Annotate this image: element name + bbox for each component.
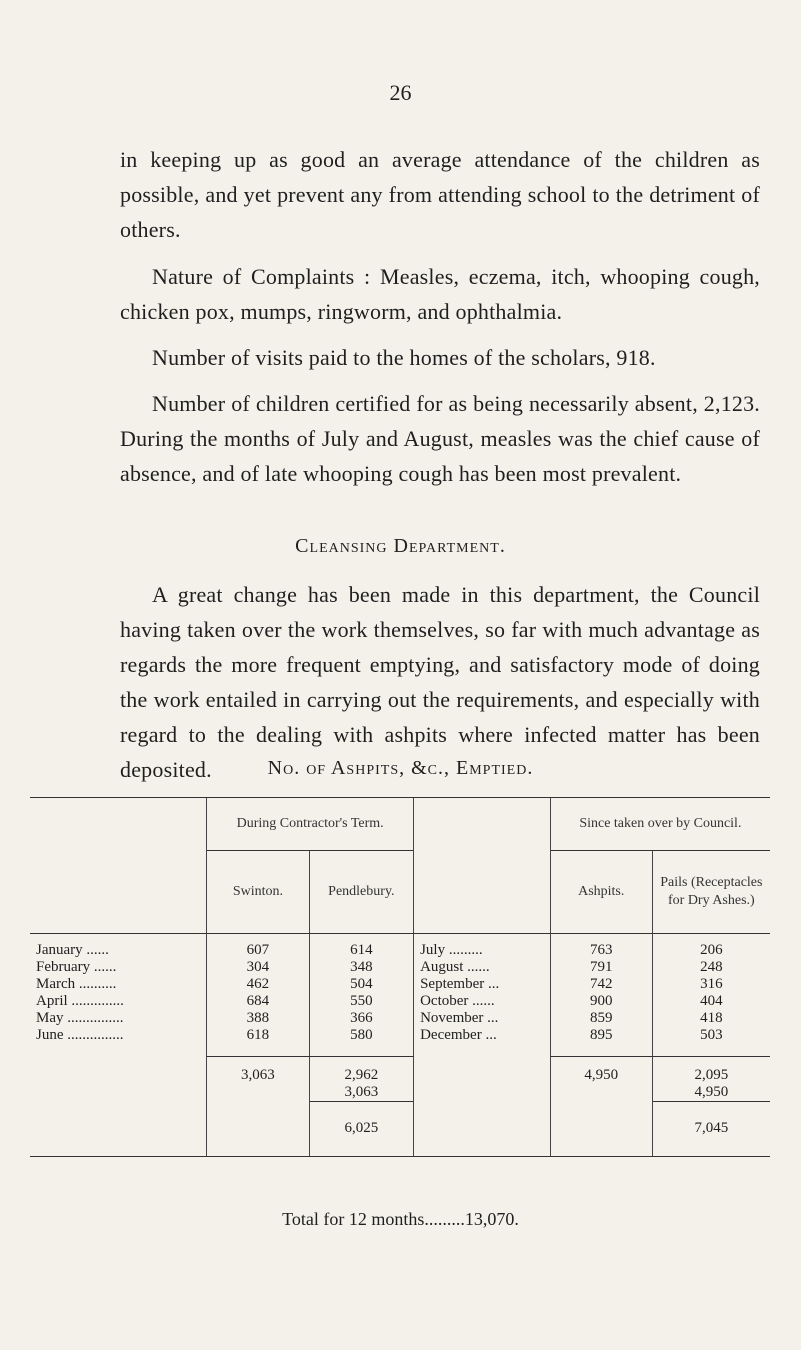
paragraph-certified: Number of children certified for as being necessarily absent, 2,123. During the months of July and August, measles was the chief cause of absence, and of late whooping cough has been most prevalent. bbox=[120, 391, 760, 486]
cell-ashpits: 859 bbox=[550, 1010, 652, 1027]
paragraph-cleansing: A great change has been made in this department, the Council having taken over the work themselves, so far with much advantage as regards the more frequent emptying, and satisfactory mode of doing the work entailed in carrying out the requirements, and especially with regard to the dealing with ashpits where infected matter has been deposited. bbox=[120, 582, 760, 782]
table-row bbox=[30, 959, 770, 976]
heading-ashpits-emptied: No. of Ashpits, &c., Emptied. bbox=[267, 757, 534, 779]
cell-pails: 316 bbox=[652, 976, 770, 993]
table-total-row bbox=[30, 1102, 770, 1157]
cell-ashpits: 742 bbox=[550, 976, 652, 993]
header-ashpits: Ashpits. bbox=[550, 851, 652, 934]
month-april: April .............. bbox=[36, 993, 124, 1009]
heading-cleansing-department: Cleansing Department. bbox=[295, 535, 506, 557]
table-row bbox=[30, 976, 770, 993]
month-may: May ............... bbox=[36, 1010, 124, 1026]
month-october: October ...... bbox=[414, 993, 551, 1010]
page-number: 26 bbox=[389, 80, 412, 105]
table-row bbox=[30, 1010, 770, 1027]
table-column-header-row bbox=[30, 851, 770, 934]
cell-swinton: 388 bbox=[207, 1010, 309, 1027]
cell-swinton: 462 bbox=[207, 976, 309, 993]
month-january: January ...... bbox=[36, 942, 109, 958]
subtotal-pendlebury: 2,962 bbox=[344, 1067, 379, 1083]
month-december: December ... bbox=[414, 1027, 551, 1057]
table-group-header-row bbox=[30, 798, 770, 851]
header-pendlebury: Pendlebury. bbox=[309, 851, 413, 934]
cell-ashpits: 791 bbox=[550, 959, 652, 976]
cell-pails: 503 bbox=[652, 1027, 770, 1057]
table-row bbox=[30, 934, 770, 960]
subtotal-swinton: 3,063 bbox=[207, 1057, 309, 1102]
month-november: November ... bbox=[414, 1010, 551, 1027]
cell-pails: 206 bbox=[652, 934, 770, 960]
cell-swinton: 304 bbox=[207, 959, 309, 976]
month-july: July ......... bbox=[414, 934, 551, 960]
cell-ashpits: 895 bbox=[550, 1027, 652, 1057]
carry-swinton: 3,063 bbox=[344, 1084, 379, 1100]
subtotal-ashpits: 4,950 bbox=[550, 1057, 652, 1102]
header-pails: Pails (Receptacles for Dry Ashes.) bbox=[652, 851, 770, 934]
table-row bbox=[30, 1027, 770, 1057]
subtotal-pails: 2,095 bbox=[694, 1067, 729, 1083]
header-swinton: Swinton. bbox=[207, 851, 309, 934]
cell-ashpits: 763 bbox=[550, 934, 652, 960]
cell-pendlebury: 550 bbox=[309, 993, 413, 1010]
paragraph-attendance: in keeping up as good an average attendance of the children as possible, and yet prevent any from attending school to the detriment of others. bbox=[120, 147, 760, 242]
month-august: August ...... bbox=[414, 959, 551, 976]
carry-ashpits: 4,950 bbox=[694, 1084, 729, 1100]
cell-ashpits: 900 bbox=[550, 993, 652, 1010]
month-march: March .......... bbox=[36, 976, 117, 992]
cell-pendlebury: 366 bbox=[309, 1010, 413, 1027]
cell-swinton: 684 bbox=[207, 993, 309, 1010]
cell-pendlebury: 348 bbox=[309, 959, 413, 976]
total-contractor: 6,025 bbox=[309, 1102, 413, 1157]
cell-swinton: 607 bbox=[207, 934, 309, 960]
total-council: 7,045 bbox=[652, 1102, 770, 1157]
cell-pails: 248 bbox=[652, 959, 770, 976]
month-september: September ... bbox=[414, 976, 551, 993]
ashpits-table bbox=[30, 797, 770, 1157]
month-june: June ............... bbox=[36, 1027, 124, 1044]
header-contractor-term: During Contractor's Term. bbox=[207, 798, 414, 851]
grand-total-line: Total for 12 months.........13,070. bbox=[282, 1209, 519, 1229]
month-february: February ...... bbox=[36, 959, 117, 975]
cell-pendlebury: 614 bbox=[309, 934, 413, 960]
cell-pendlebury: 580 bbox=[309, 1027, 413, 1057]
cell-pendlebury: 504 bbox=[309, 976, 413, 993]
cell-swinton: 618 bbox=[207, 1027, 309, 1057]
cell-pails: 404 bbox=[652, 993, 770, 1010]
table-subtotal-row bbox=[30, 1057, 770, 1102]
paragraph-visits: Number of visits paid to the homes of the scholars, 918. bbox=[152, 345, 656, 370]
table-row bbox=[30, 993, 770, 1010]
paragraph-complaints: Nature of Complaints : Measles, eczema, itch, whooping cough, chicken pox, mumps, ringworm, and ophthalmia. bbox=[120, 264, 760, 324]
header-council: Since taken over by Council. bbox=[550, 798, 770, 851]
cell-pails: 418 bbox=[652, 1010, 770, 1027]
